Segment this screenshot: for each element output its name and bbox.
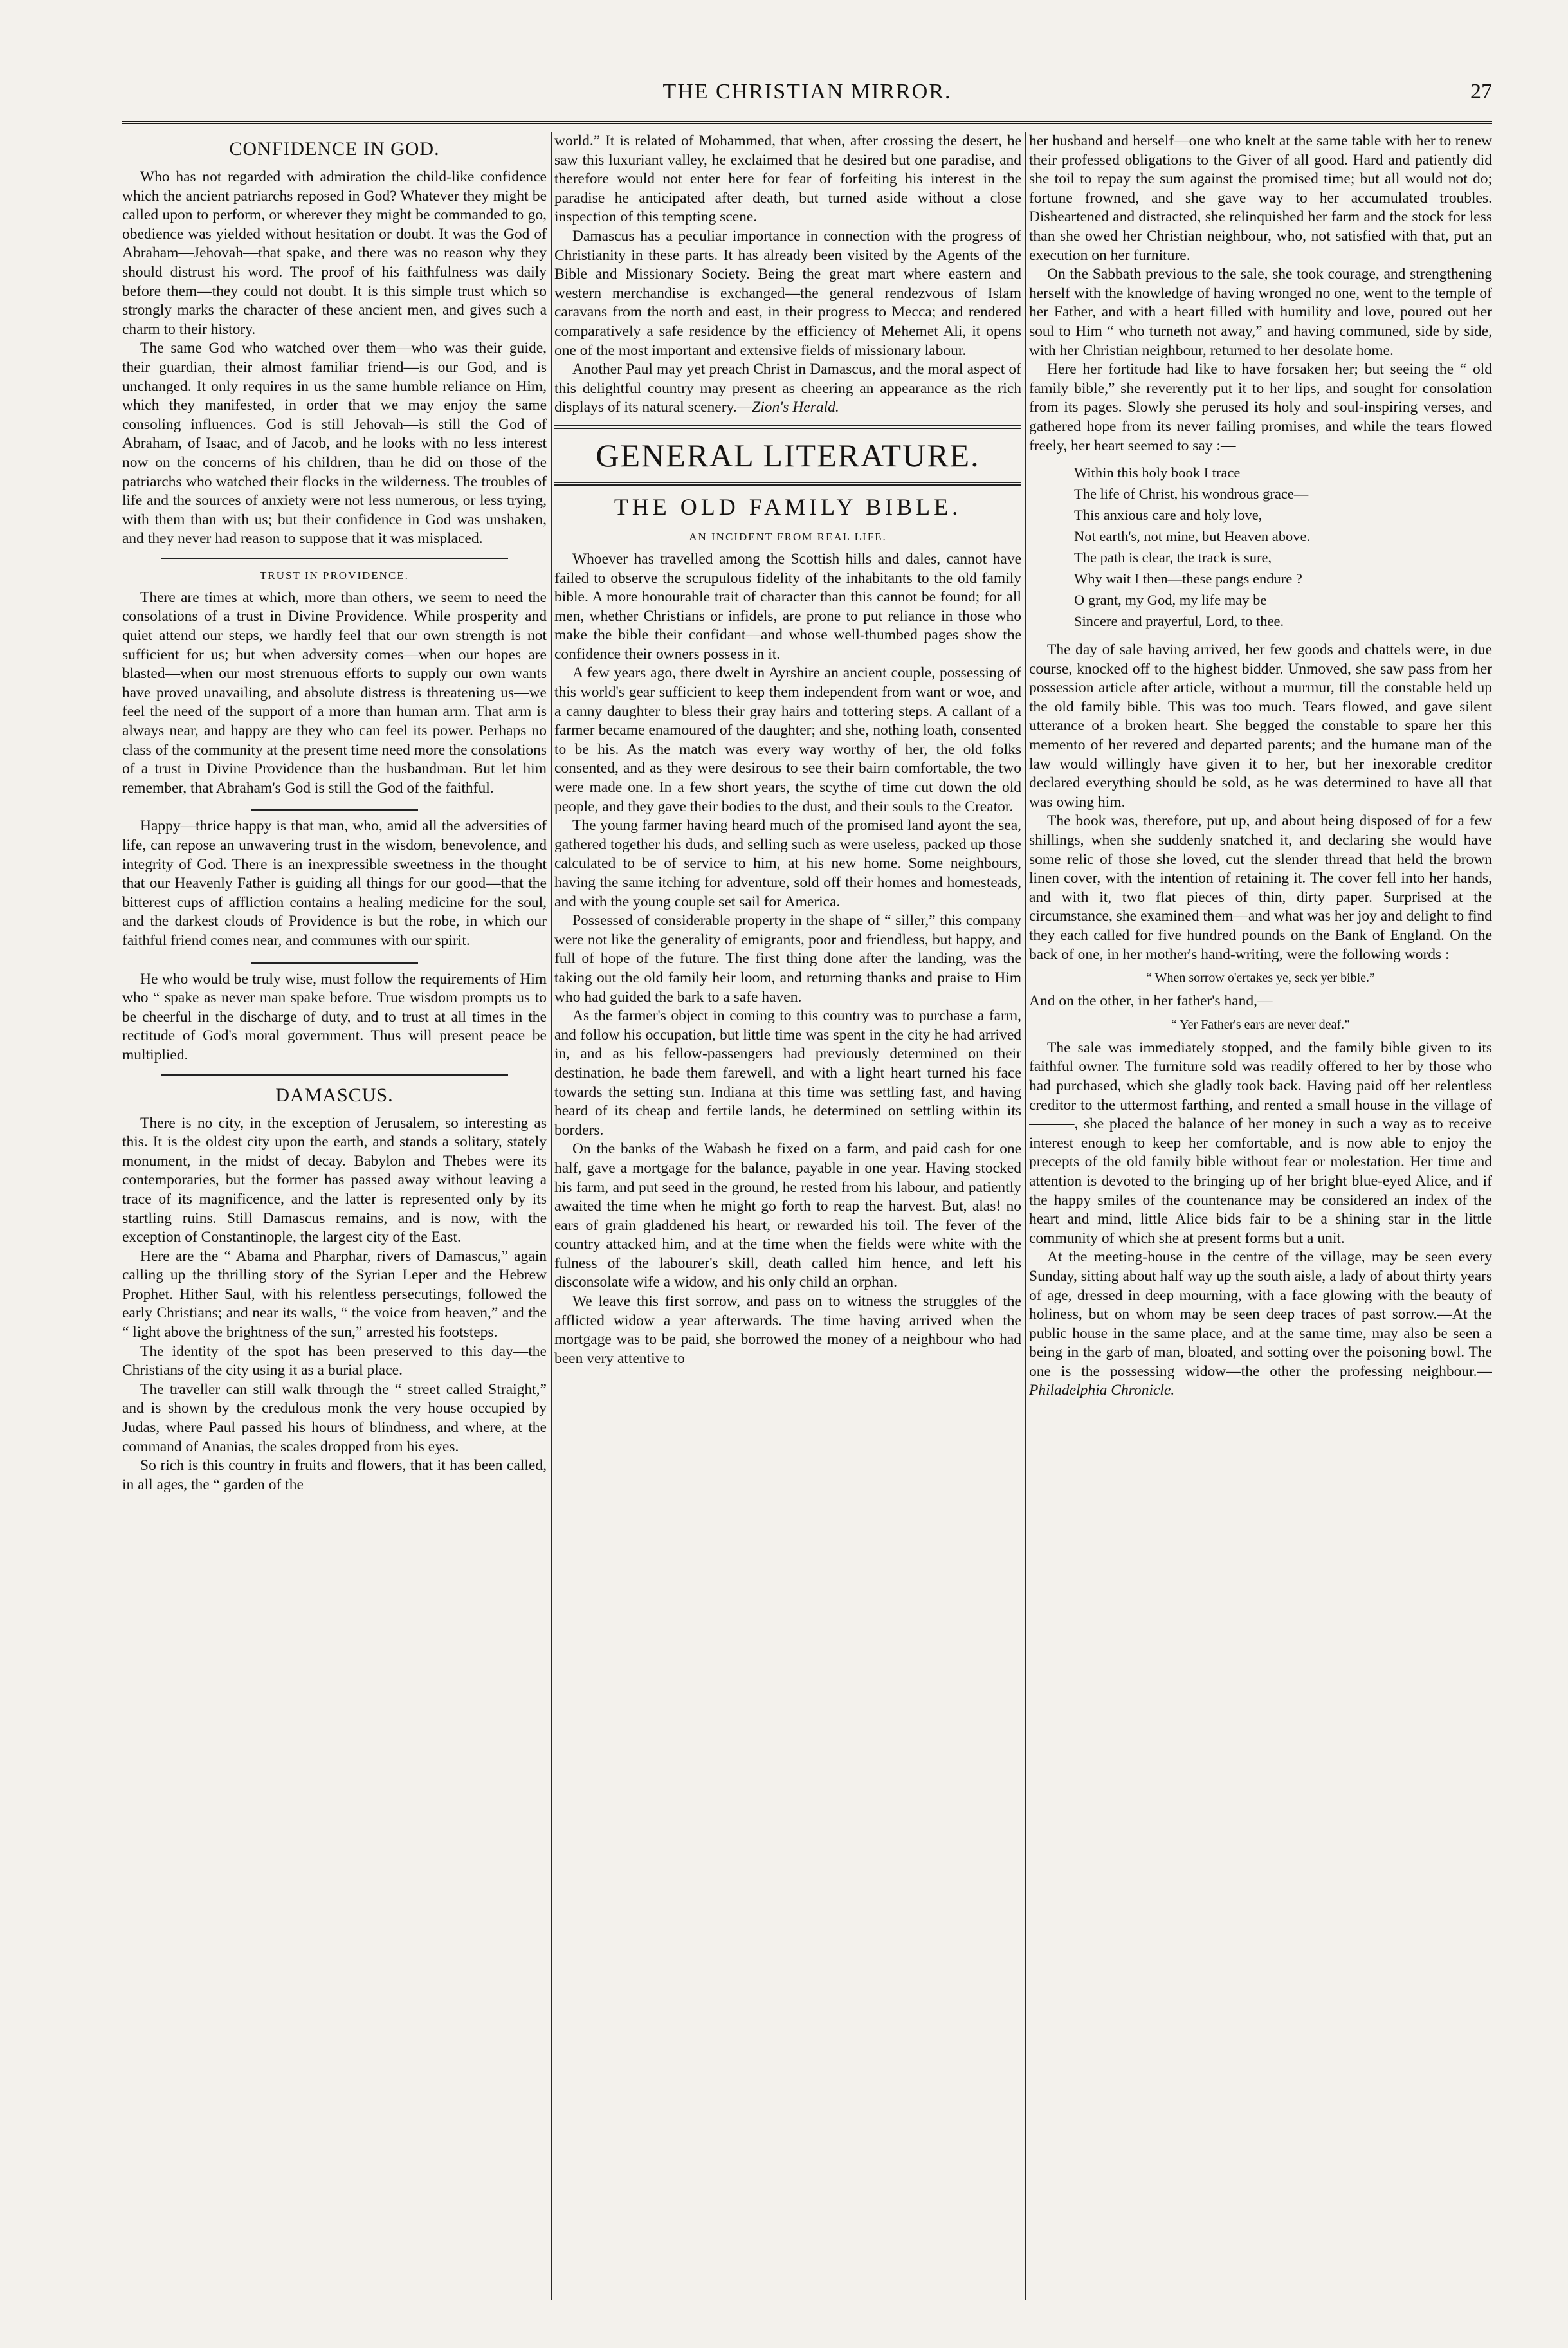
paragraph: Damascus has a peculiar importance in connection with the progress of Christianity in these parts. It has already been visited by the Agents of the Bible and Missionary Society. Being the great mart where eastern and western merchandise is exchanged—the general rendezvous of Islam caravans from the north and east, in their progress to Mecca; and rendered comparatively a safe residence by the efficiency of Mehemet Ali, it opens one of the most important and extensive fields of missionary labour.	[554, 227, 1021, 359]
paragraph: There are times at which, more than others, we seem to need the consolations of a trust in Divine Providence. While prosperity and quiet attend our steps, we hardly feel that our own strength is not sufficient for us; but when adversity comes—when our hopes are blasted—when our most strenuous efforts to supply our own wants have proved unavailing, and absolute distress is threatening us—we feel the need of the support of a more than human arm. That arm is always near, and happy are they who can feel its power. Perhaps no class of the community at the present time need more the consolations of a trust in Divine Providence than the husbandman. But let him remember, that Abraham's God is still the God of the faithful.	[122, 589, 547, 796]
section-divider	[251, 962, 418, 964]
poem-line: Not earth's, not mine, but Heaven above.	[1074, 528, 1311, 545]
paragraph: Whoever has travelled among the Scottish hills and dales, cannot have failed to observe the scrupulous fidelity of the inhabitants to the old family bible. A more honourable trait of character than this cannot be found; for all men, whether Christians or infidels, are prone to put reliance in those who make the bible their confidant—and whose well-thumbed pages show the confidence their owners possess in it.	[554, 550, 1021, 663]
paragraph: We leave this first sorrow, and pass on to witness the struggles of the afflicted widow a year afterwards. The time having arrived when the mortgage was to be paid, she borrowed the money of a neighbour who had been very attentive to	[554, 1293, 1021, 1367]
column-rule	[551, 132, 552, 2300]
poem-line: The path is clear, the track is sure,	[1074, 549, 1272, 566]
paragraph: The young farmer having heard much of the promised land ayont the sea, gathered together his duds, and selling such as were useless, packed up those calculated to be of service to him, at his new home. Some neighbours, having the same itching for adventure, sold off their homes and homesteads, and with the young couple set sail for America.	[554, 817, 1021, 910]
poem-line: O grant, my God, my life may be	[1074, 592, 1267, 609]
poem-line: Sincere and prayerful, Lord, to thee.	[1074, 613, 1284, 630]
paragraph: On the banks of the Wabash he fixed on a farm, and paid cash for one half, gave a mortgage for the balance, payable in one year. Having stocked his farm, and put seed in the ground, he rested from his labour, and patiently awaited the time when he might go forth to reap the harvest. But, alas! no ears of grain gladdened his heart, or rewarded his toil. The fever of the country attacked him, and at the time when the fields were white with the fulness of the labourer's skill, death called him hence, and left his disconsolate wife a widow, and his only child an orphan.	[554, 1141, 1021, 1291]
paragraph: As the farmer's object in coming to this country was to purchase a farm, and follow his occupation, but little time was spent in the city he had arrived in, and as his fellow-passengers had previously determined on their destination, he bade them farewell, and with a light heart turned his face towards the setting sun. Indiana at this time was settling fast, and having heard of its cheap and fertile lands, he determined on settling within its borders.	[554, 1007, 1021, 1139]
section-divider	[554, 425, 1021, 429]
header-rule	[122, 121, 1492, 124]
paragraph: Possessed of considerable property in the shape of “ siller,” this company were not like the generality of emigrants, poor and friendless, but happy, and full of hope of the future. The first thing done after the landing, was the taking out the old family heir loom, and returning thanks and praise to Him who had guided the bark to a safe haven.	[554, 912, 1021, 1005]
section-title: GENERAL LITERATURE.	[596, 437, 980, 473]
column-middle	[554, 132, 1021, 2300]
paragraph: Happy—thrice happy is that man, who, amid all the adversities of life, can repose an unwavering trust in the wisdom, benevolence, and integrity of God. There is an inexpressible sweetness in the thought that our Heavenly Father is guiding all things for our good—that the bitterest cups of affliction contains a healing medicine for the soul, and the darkest clouds of Providence is but the robe, in which our faithful friend comes near, and communes with our spirit.	[122, 818, 547, 949]
quoted-inscription: “ When sorrow o'ertakes ye, seck yer bible.”	[1146, 971, 1375, 986]
article-heading: THE OLD FAMILY BIBLE.	[614, 493, 962, 520]
paragraph: The day of sale having arrived, her few goods and chattels were, in due course, knocked off to the highest bidder. Unmoved, she saw pass from her possession article after article, without a murmur, till the constable held up the old family bible. This was too much. Tears flowed, and gave silent utterance of a broken heart. She begged the constable to spare her this memento of her revered and departed parents; and the humane man of the law would willingly have given it to her, but her inexorable creditor declared everything should be sold, as he was determined to have all that was owing him.	[1029, 641, 1492, 811]
paragraph	[1029, 1248, 1492, 1400]
masthead-title: THE CHRISTIAN MIRROR.	[662, 80, 952, 104]
paragraph: The sale was immediately stopped, and the family bible given to its faithful owner. The furniture sold was readily offered to her by those who had purchased, which she gladly took back. Having paid off her relentless creditor to the uttermost farthing, and rented a small house in the village of ———, she placed the balance of her money in such a way as to receive interest enough to keep her comfortable, and is now able to enjoy the precepts of the old family bible without fear or molestation. Her time and attention is devoted to the bringing up of her bright blue-eyed Alice, and if the happy smiles of the countenance may be considered an index of the heart and mind, little Alice bids fair to be a shining star in the little community of which she at present forms but a unit.	[1029, 1039, 1492, 1247]
article-heading: CONFIDENCE IN GOD.	[229, 138, 440, 160]
section-divider	[554, 482, 1021, 486]
poem-line: Why wait I then—these pangs endure ?	[1074, 571, 1302, 587]
source-attribution: Philadelphia Chronicle.	[1029, 1382, 1175, 1399]
paragraph: A few years ago, there dwelt in Ayrshire an ancient couple, possessing of this world's gear sufficient to keep them independent from want or woe, and a canny daughter to bless their gray hairs and tottering steps. A callant of a farmer became enamoured of the daughter; and she, nothing loath, consented to be his. As the match was every way worthy of her, the old folks consented, and as they were desirous to see their bairn comfortable, the two were made one. In a few short years, the scythe of time cut down the old people, and they gave their bodies to the dust, and their souls to the Creator.	[554, 665, 1021, 815]
paragraph: There is no city, in the exception of Jerusalem, so interesting as this. It is the oldest city upon the earth, and stands a solitary, stately monument, in the midst of decay. Babylon and Thebes were its contemporaries, but the former has passed away without leaving a trace of its magnificence, and the latter is represented only by its startling ruins. Still Damascus remains, and is now, with the exception of Constantinople, the largest city of the East.	[122, 1114, 547, 1246]
page-number: 27	[1470, 80, 1492, 104]
paragraph: So rich is this country in fruits and flowers, that it has been called, in all ages, the “ garden of the	[122, 1457, 547, 1493]
article-subheading: TRUST IN PROVIDENCE.	[260, 569, 409, 582]
paragraph: Here are the “ Abama and Pharphar, rivers of Damascus,” again calling up the thrilling story of the Syrian Leper and the Hebrew Prophet. Hither Saul, with his relentless persecutings, followed the early Christians; and near its walls, “ the voice from heaven,” and the “ light above the brightness of the sun,” arrested his footsteps.	[122, 1247, 547, 1341]
quoted-inscription: “ Yer Father's ears are never deaf.”	[1171, 1017, 1350, 1032]
paragraph	[554, 360, 1021, 417]
poem-line: Within this holy book I trace	[1074, 464, 1241, 481]
paragraph: Who has not regarded with admiration the child-like confidence which the ancient patriarchs reposed in God? Whatever they might be called upon to perform, or wherever they might be commanded to go, obedience was yielded without hesitation or doubt. It was the God of Abraham—Jehovah—that spake, and there was no reason why they should distrust his word. The proof of his faithfulness was daily before them—they could not doubt. It is this simple trust which so strongly marks the character of these ancient men, and gives such a charm to their history.	[122, 169, 547, 338]
paragraph: The traveller can still walk through the “ street called Straight,” and is shown by the credulous monk the very house occupied by Judas, where Paul passed his hours of blindness, and where, at the command of Ananias, the scales dropped from his eyes.	[122, 1380, 547, 1455]
column-rule	[1025, 132, 1026, 2300]
poem-line: This anxious care and holy love,	[1074, 507, 1263, 524]
paragraph: The same God who watched over them—who was their guide, their guardian, their almost familiar friend—is our God, and is unchanged. It only requires in us the same humble reliance on Him, which they manifested, in order that we may enjoy the same consoling influences. God is still Jehovah—is still the God of Abraham, of Isaac, and of Jacob, and he looks with no less interest now on the concerns of his children, than he did on those of the patriarchs who watched their flocks in the wilderness. The troubles of life and the sources of anxiety were not less numerous, or less trying, with them than with us; but their confidence in God was unshaken, and they never had reason to suppose that it was misplaced.	[122, 340, 547, 547]
source-attribution: Zion's Herald.	[752, 399, 839, 416]
paragraph-text: Another Paul may yet preach Christ in Damascus, and the moral aspect of this delightful country may present as cheering an appearance as the rich displays of its natural scenery.—	[554, 361, 1021, 416]
paragraph: world.” It is related of Mohammed, that when, after crossing the desert, he saw this luxuriant valley, he exclaimed that he desired but one paradise, and therefore would not enter here for fear of forfeiting his interest in the paradise he anticipated after death, but turned aside without a close inspection of this tempting scene.	[554, 133, 1021, 226]
paragraph: And on the other, in her father's hand,—	[1029, 993, 1273, 1010]
paragraph: her husband and herself—one who knelt at the same table with her to renew their professed obligations to the Giver of all good. Hard and patiently did she toil to repay the sum against the promised time; but all would not do; fortune frowned, and she gave way to her accumulated troubles. Disheartened and distracted, she relinquished her farm and the stock for less than she owed her Christian neighbour, who, not satisfied with that, put an execution on her furniture.	[1029, 133, 1492, 264]
column-left	[122, 132, 547, 2300]
column-right	[1029, 132, 1492, 2300]
section-divider	[161, 1074, 508, 1076]
paragraph: The book was, therefore, put up, and about being disposed of for a few shillings, when she suddenly snatched it, and declaring she would have some relic of those she loved, cut the slender thread that held the brown linen cover, with the intention of retaining it. The cover fell into her hands, and with it, two flat pieces of thin, dirty paper. Surprised at the circumstance, she examined them—and what was her joy and delight to find they each called for five hundred pounds on the Bank of England. On the back of one, in her mother's hand-writing, were the following words :	[1029, 812, 1492, 963]
article-subheading: AN INCIDENT FROM REAL LIFE.	[689, 530, 887, 543]
poem-line: The life of Christ, his wondrous grace—	[1074, 486, 1309, 502]
paragraph: Here her fortitude had like to have forsaken her; but seeing the “ old family bible,” she reverently put it to her lips, and sought for consolation from its pages. Slowly she perused its holy and soul-inspiring verses, and gathered hope from its never failing promises, and while the tears flowed freely, her heart seemed to say :—	[1029, 361, 1492, 454]
running-head	[122, 71, 1492, 122]
paragraph: The identity of the spot has been preserved to this day—the Christians of the city using it as a burial place.	[122, 1343, 547, 1379]
poem	[1074, 462, 1492, 632]
paragraph: He who would be truly wise, must follow the requirements of Him who “ spake as never man spake before. True wisdom prompts us to be cheerful in the discharge of duty, and to trust at all times in the rectitude of God's moral government. Thus will present peace be multiplied.	[122, 970, 547, 1063]
article-heading: DAMASCUS.	[275, 1084, 394, 1106]
paragraph: On the Sabbath previous to the sale, she took courage, and strengthening herself with the knowledge of having wronged no one, went to the temple of her Father, and with a heart filled with humility and love, poured out her soul to Him “ who turneth not away,” and having communed, side by side, with her Christian neighbour, returned to her desolate home.	[1029, 266, 1492, 359]
section-divider	[161, 558, 508, 559]
paragraph-text: At the meeting-house in the centre of the village, may be seen every Sunday, sitting about half way up the south aisle, a lady of about thirty years of age, dressed in deep mourning, with a face glowing with the beauty of holiness, but on whom may be seen deep traces of past sorrow.—At the public house in the same place, and at the same time, may also be seen a being in the garb of man, bloated, and sotting over the poisoning bowl. The one is the possessing widow—the other the professing neighbour.—	[1029, 1249, 1492, 1380]
section-divider	[251, 809, 418, 811]
